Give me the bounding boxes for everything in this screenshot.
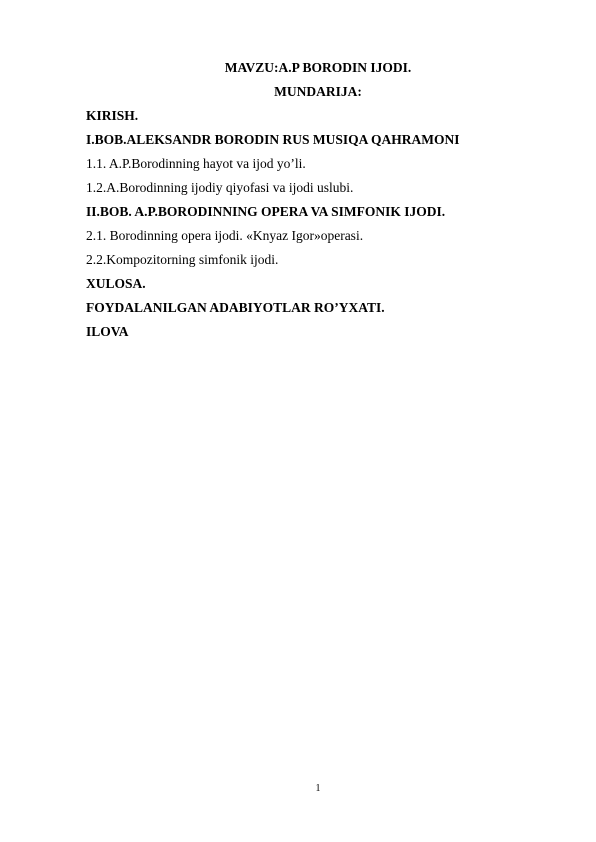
- toc-entry-introduction: KIRISH.: [86, 108, 139, 123]
- contents-heading: MUNDARIJA:: [274, 84, 362, 99]
- toc-entry-appendix: ILOVA: [86, 324, 129, 339]
- toc-entry-section-1-1: 1.1. A.P.Borodinning hayot va ijod yo’li.: [86, 156, 306, 171]
- page-number: 1: [315, 783, 321, 794]
- toc-entry-references: FOYDALANILGAN ADABIYOTLAR RO’YXATI.: [86, 300, 385, 315]
- toc-entry-section-2-2: 2.2.Kompozitorning simfonik ijodi.: [86, 252, 279, 267]
- toc-entry-chapter-1: I.BOB.ALEKSANDR BORODIN RUS MUSIQA QAHRAMONI: [86, 132, 460, 147]
- toc-entry-section-2-1: 2.1. Borodinning opera ijodi. «Knyaz Igor»operasi.: [86, 228, 364, 243]
- toc-entry-chapter-2: II.BOB. A.P.BORODINNING OPERA VA SIMFONIK IJODI.: [86, 204, 446, 219]
- toc-entry-section-1-2: 1.2.A.Borodinning ijodiy qiyofasi va ijodi uslubi.: [86, 180, 354, 195]
- toc-entry-conclusion: XULOSA.: [86, 276, 146, 291]
- document-title: MAVZU:A.P BORODIN IJODI.: [224, 60, 412, 75]
